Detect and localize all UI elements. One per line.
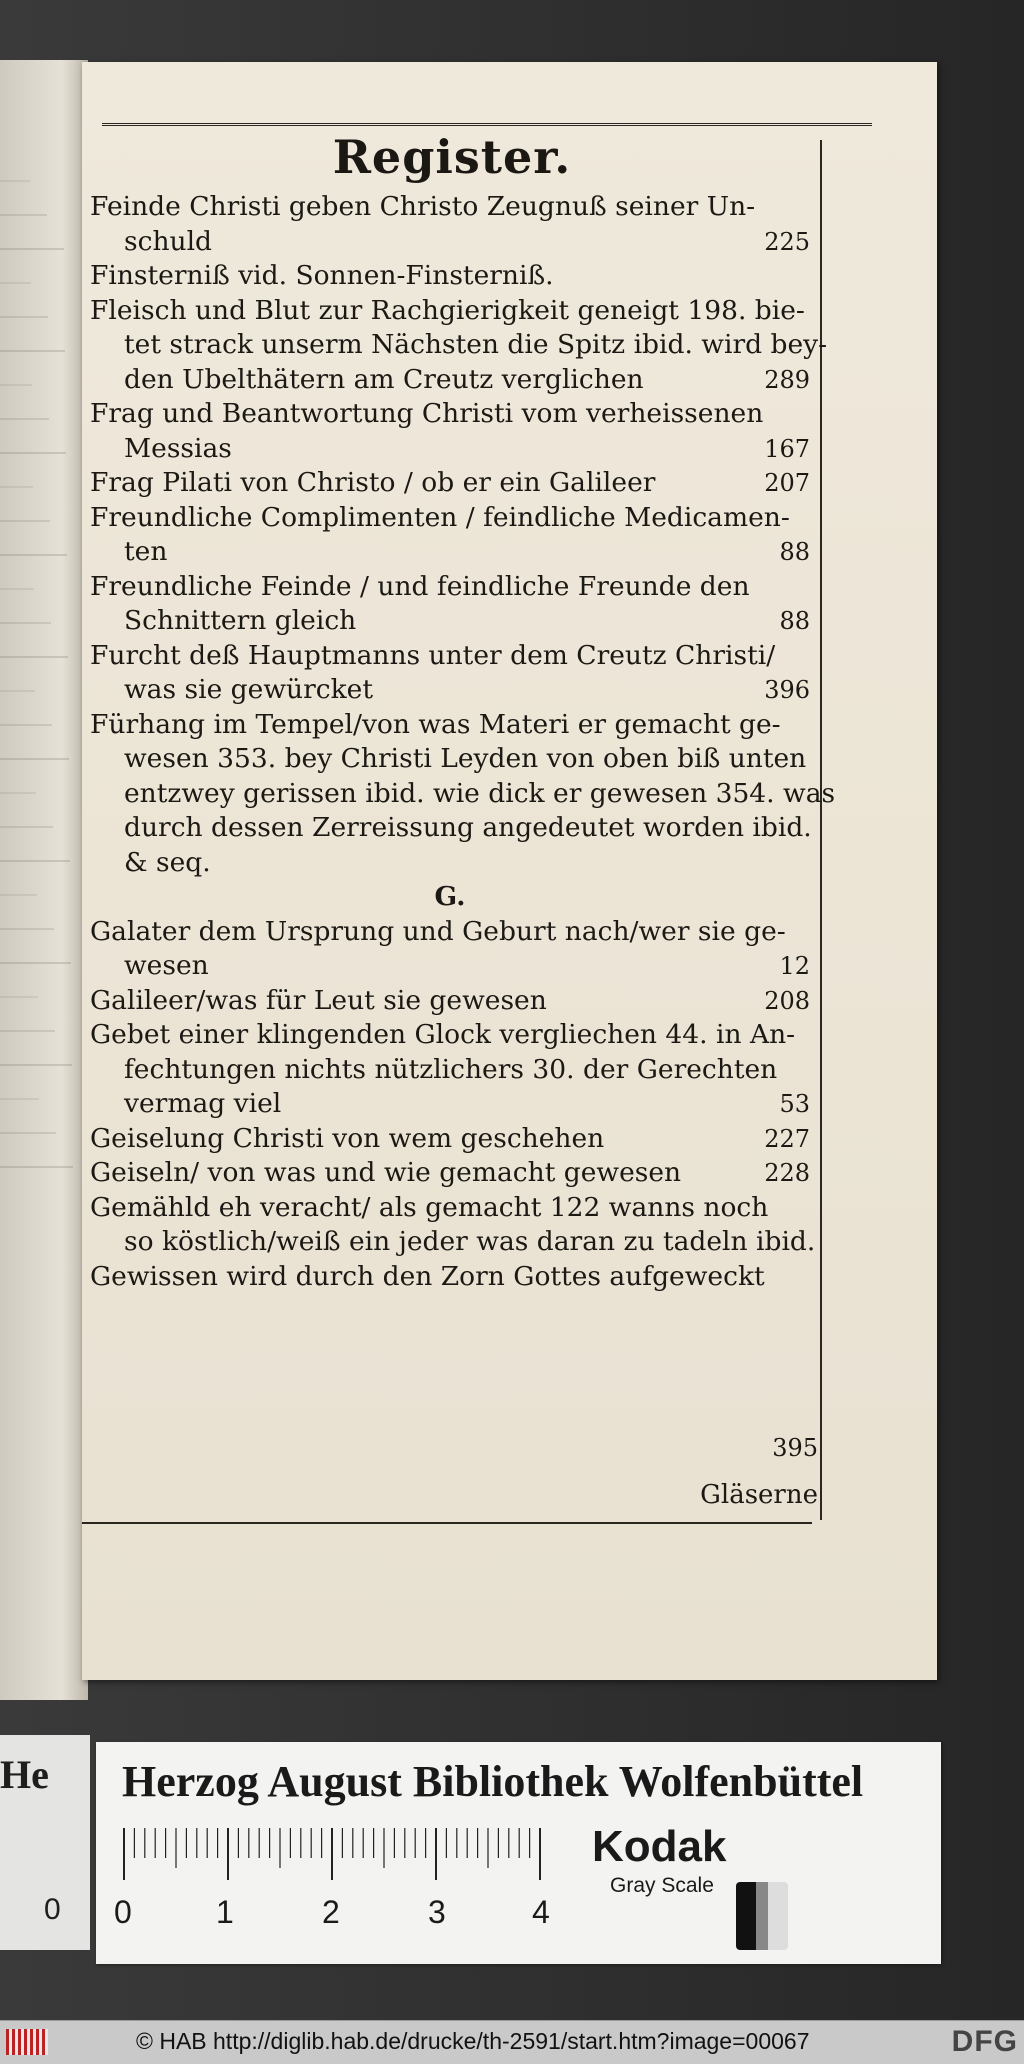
register-line-text: Freundliche Complimenten / feindliche Medicamen- [90,501,790,533]
register-line-text: durch dessen Zerreissung angedeutet worden ibid. [124,812,812,843]
adjacent-page-trace [0,384,32,386]
color-card [96,1742,941,1964]
register-line-text: wesen 353. bey Christi Leyden von oben biß unten [124,743,807,774]
register-line-text: den Ubelthätern am Creutz verglichen [124,363,644,395]
register-line [90,777,836,812]
color-card-title: Herzog August Bibliothek Wolfenbüttel [122,1757,864,1806]
register-line [90,708,810,743]
adjacent-page-trace [0,962,71,964]
register-page-number: 228 [764,1159,810,1187]
adjacent-page-trace [0,248,64,250]
register-line [90,432,810,467]
register-line [90,397,810,432]
register-line [90,501,810,536]
register-line-text: was sie gewürcket [124,674,373,705]
section-heading [90,880,810,915]
register-page-number: 207 [764,469,810,497]
gray-swatch [736,1882,788,1950]
register-line-text: Galileer/was für Leut sie gewesen [90,984,547,1016]
register-line-text: fechtungen nichts nützlichers 30. der Gerechten [124,1053,778,1085]
register-page-number: 208 [764,986,810,1015]
header-rule [102,123,872,126]
register-line-text: G. [434,881,466,912]
adjacent-page-trace [0,214,47,216]
adjacent-page-trace [0,656,68,658]
ruler-number-3: 3 [428,1894,446,1930]
adjacent-page-trace [0,724,52,726]
register-line [90,846,810,881]
ruler-scale [122,1828,542,1880]
register-line [90,225,810,260]
register-line [90,604,810,639]
register-line [90,1087,810,1122]
register-line [90,1225,816,1260]
register-page-number: 88 [779,538,810,566]
register-line-text: Frag und Beantwortung Christi vom verheissenen [90,398,764,429]
register-line-text: Feinde Christi geben Christo Zeugnuß seiner Un- [90,191,756,222]
register-line-text: Furcht deß Hauptmanns unter dem Creutz Christi/ [90,639,776,671]
register-page-number: 12 [779,952,810,980]
register-line [90,639,810,674]
dfg-logo: DFG [951,2025,1018,2058]
register-line [90,535,810,570]
register-line [90,949,810,984]
register-line [90,1018,810,1053]
register-page-number: 167 [764,434,810,463]
adjacent-page-trace [0,860,70,862]
register-line-text: entzwey gerissen ibid. wie dick er gewesen 354. was [124,777,836,809]
adjacent-page-trace [0,928,54,930]
register-line [90,294,810,329]
adjacent-page-trace [0,316,48,318]
register-line [90,984,810,1019]
register-line-text: Freundliche Feinde / und feindliche Freunde den [90,570,750,602]
register-line-text: vermag viel [124,1088,282,1119]
register-entries [90,190,836,1294]
register-line [90,811,810,846]
adjacent-page-trace [0,1098,39,1100]
adjacent-page-trace [0,520,50,522]
document-page [82,62,937,1680]
color-card-partial-label: He [0,1752,49,1797]
adjacent-page-trace [0,554,67,556]
register-line-text: Gebet einer klingenden Glock vergliechen 44. in An- [90,1019,796,1050]
color-card-partial [0,1735,90,1950]
adjacent-page-trace [0,1132,56,1134]
adjacent-page-trace [0,350,65,352]
register-line [90,1053,810,1088]
register-line-text: & seq. [124,846,211,878]
adjacent-page-trace [0,1030,55,1032]
adjacent-page-trace [0,1166,73,1168]
footer-copyright-url[interactable]: © HAB http://diglib.hab.de/drucke/th-2591/start.htm?image=00067 [136,2028,810,2054]
footer-bar [0,2020,1024,2064]
last-entry-number: 395 [772,1434,818,1462]
adjacent-page-trace [0,690,35,692]
register-line-text: Fürhang im Tempel/von was Materi er gemacht ge- [90,708,781,740]
ruler-number-1: 1 [216,1894,234,1930]
register-page-number: 227 [764,1124,810,1153]
register-page-number: 289 [764,365,810,394]
register-page-number: 53 [779,1090,810,1118]
register-line-text: Galater dem Ursprung und Geburt nach/wer sie ge- [90,915,786,947]
register-line-text: Frag Pilati von Christo / ob er ein Galileer [90,467,656,498]
register-line [90,328,828,363]
register-line [90,742,810,777]
adjacent-page-trace [0,826,53,828]
adjacent-page-trace [0,894,37,896]
register-line [90,915,810,950]
adjacent-page-trace [0,758,69,760]
register-line-text: Geiselung Christi von wem geschehen [90,1122,605,1154]
ruler-number-0: 0 [114,1894,132,1930]
register-line-text: so köstlich/weiß ein jeder was daran zu tadeln ibid. [124,1226,816,1257]
adjacent-page-trace [0,180,30,182]
register-line [90,259,810,294]
register-line [90,1191,810,1226]
adjacent-page-trace [0,996,38,998]
register-line-text: Geiseln/ von was und wie gemacht gewesen [90,1157,682,1188]
adjacent-page-edge [0,60,88,1700]
register-page-number: 88 [779,607,810,635]
page-title: Register. [332,130,572,184]
register-line-text: Gewissen wird durch den Zorn Gottes aufgeweckt [90,1260,765,1292]
catchword: Gläserne [700,1480,818,1510]
register-page-number: 396 [764,676,810,704]
ruler-number-2: 2 [322,1894,340,1930]
footer-rule [82,1522,812,1524]
adjacent-page-trace [0,622,51,624]
kodak-logo: Kodak [592,1822,727,1871]
ruler-number-4: 4 [532,1894,550,1930]
register-line-text: ten [124,536,168,567]
register-line-text: tet strack unserm Nächsten die Spitz ibid. wird bey- [124,329,828,360]
register-line-text: wesen [124,950,209,981]
gray-scale-label: Gray Scale [610,1874,714,1897]
hab-logo-icon [6,2029,48,2055]
register-line [90,466,810,501]
adjacent-page-trace [0,588,34,590]
adjacent-page-trace [0,486,33,488]
register-line-text: Gemähld eh veracht/ als gemacht 122 wanns noch [90,1191,769,1223]
adjacent-page-trace [0,452,66,454]
register-line-text: Fleisch und Blut zur Rachgierigkeit geneigt 198. bie- [90,294,805,326]
color-card-partial-zero: 0 [44,1893,61,1926]
register-line [90,570,810,605]
register-line [90,1260,810,1295]
register-line [90,190,810,225]
adjacent-page-trace [0,1064,72,1066]
register-line [90,1156,810,1191]
register-page-number: 225 [764,227,810,256]
register-line-text: Messias [124,432,232,464]
adjacent-page-trace [0,418,49,420]
register-line [90,1122,810,1157]
register-line-text: schuld [124,225,213,257]
register-line-text: Finsterniß vid. Sonnen-Finsterniß. [90,260,554,291]
register-line [90,363,810,398]
adjacent-page-trace [0,282,31,284]
register-line [90,673,810,708]
adjacent-page-trace [0,792,36,794]
register-line-text: Schnittern gleich [124,605,357,636]
